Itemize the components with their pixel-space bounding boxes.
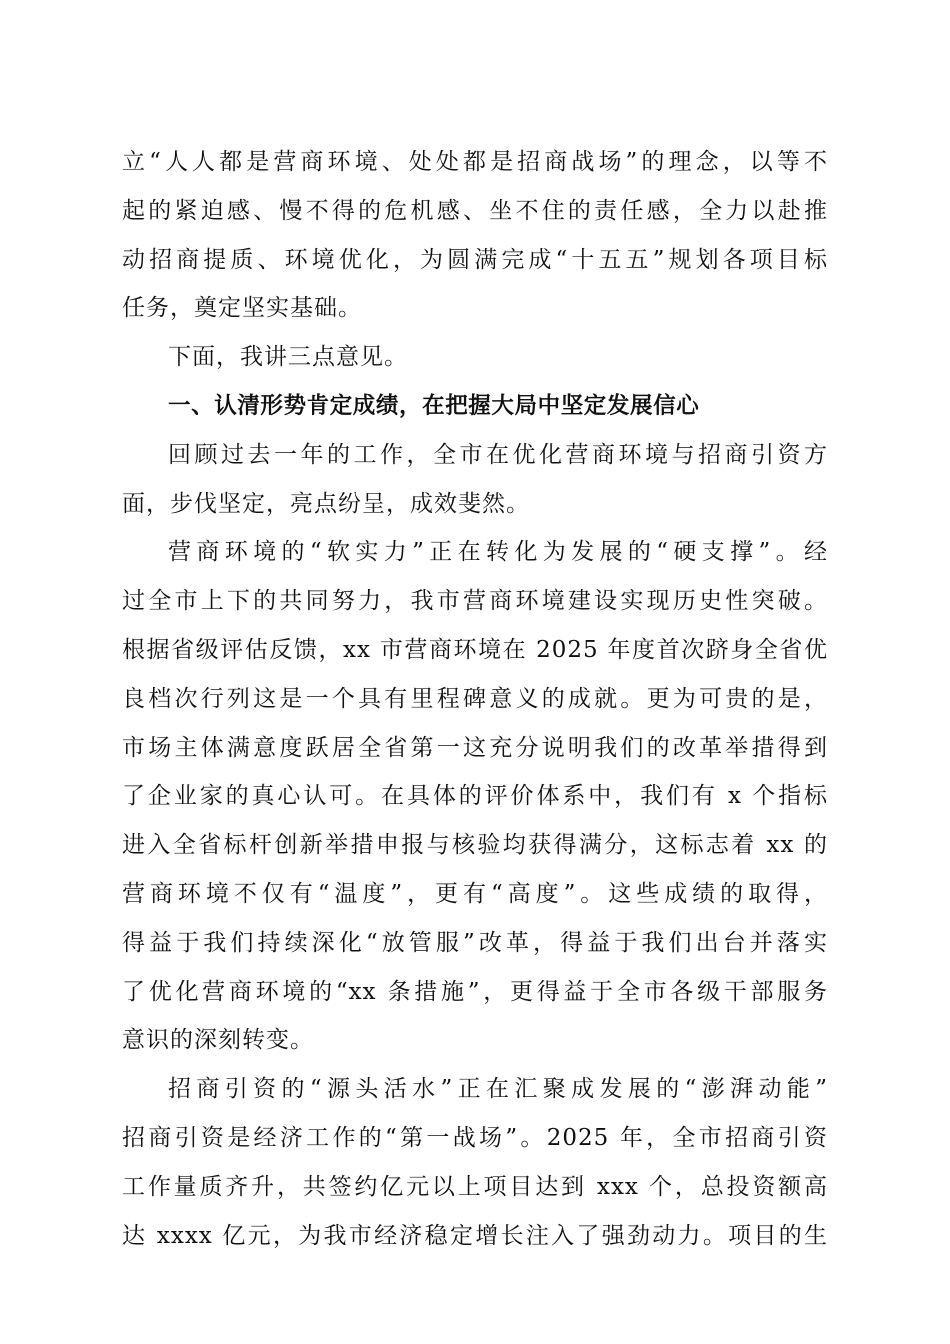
text-line: 过全市上下的共同努力，我市营商环境建设实现历史性突破。 — [122, 588, 828, 615]
text-line: 良档次行列这是一个具有里程碑意义的成就。更为可贵的是， — [122, 685, 828, 712]
text-line: 了优化营商环境的“xx 条措施”，更得益于全市各级干部服务 — [122, 978, 828, 1005]
text-line: 任务，奠定坚实基础。 — [122, 295, 362, 322]
text-line: 得益于我们持续深化“放管服”改革，得益于我们出台并落实 — [122, 929, 828, 956]
text-line: 达 xxxx 亿元，为我市经济稳定增长注入了强劲动力。项目的生 — [122, 1222, 828, 1249]
text-line: 招商引资是经济工作的“第一战场”。2025 年，全市招商引资 — [122, 1124, 828, 1151]
text-line: 立“人人都是营商环境、处处都是招商战场”的理念，以等不 — [122, 149, 828, 175]
text-line: 进入全省标杆创新举措申报与核验均获得满分，这标志着 xx 的 — [122, 832, 828, 859]
text-line: 下面，我讲三点意见。 — [168, 344, 408, 371]
body-text — [122, 138, 828, 1260]
text-line: 市场主体满意度跃居全省第一这充分说明我们的改革举措得到 — [122, 734, 828, 761]
text-line: 面，步伐坚定，亮点纷呈，成效斐然。 — [122, 490, 530, 517]
text-line: 营商环境的“软实力”正在转化为发展的“硬支撑”。经 — [168, 539, 828, 566]
text-line: 意识的深刻转变。 — [122, 1027, 314, 1054]
text-line: 营商环境不仅有“温度”，更有“高度”。这些成绩的取得， — [122, 880, 828, 907]
text-line: 回顾过去一年的工作，全市在优化营商环境与招商引资方 — [168, 441, 828, 468]
text-line: 工作量质齐升，共签约亿元以上项目达到 xxx 个，总投资额高 — [122, 1173, 828, 1200]
text-line: 起的紧迫感、慢不得的危机感、坐不住的责任感，全力以赴推 — [122, 197, 828, 224]
text-line: 动招商提质、环境优化，为圆满完成“十五五”规划各项目标 — [122, 246, 828, 273]
section-heading: 一、认清形势肯定成绩，在把握大局中坚定发展信心 — [168, 392, 700, 419]
text-line: 了企业家的真心认可。在具体的评价体系中，我们有 x 个指标 — [122, 783, 828, 810]
text-line: 招商引资的“源头活水”正在汇聚成发展的“澎湃动能” — [168, 1076, 828, 1103]
text-line: 根据省级评估反馈，xx 市营商环境在 2025 年度首次跻身全省优 — [122, 636, 828, 663]
